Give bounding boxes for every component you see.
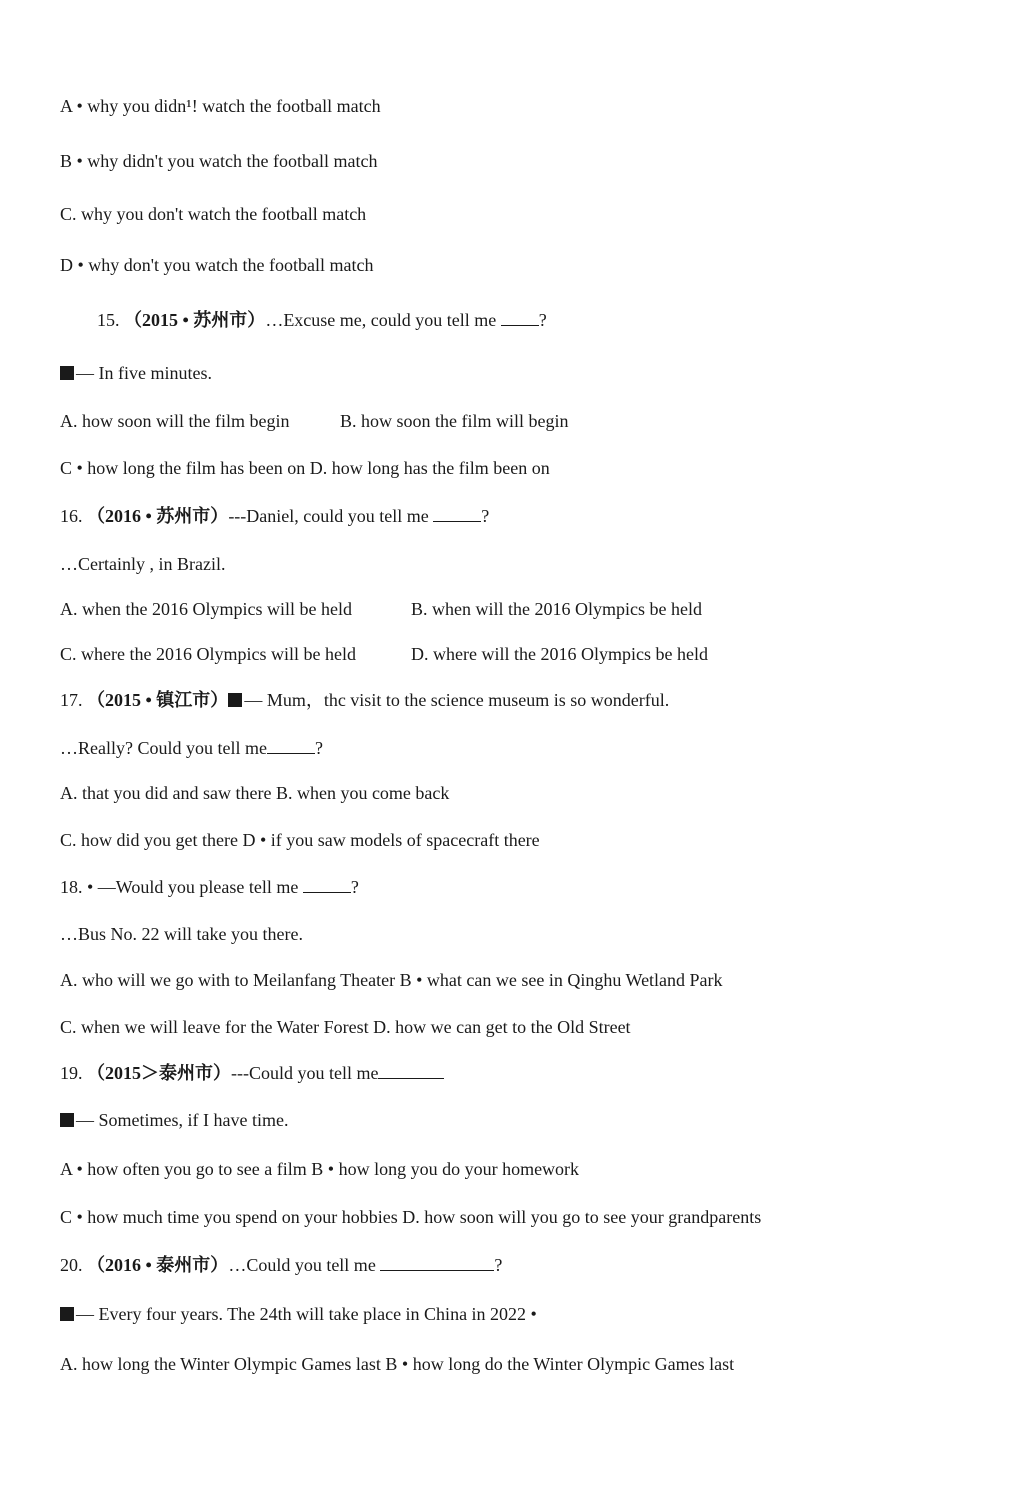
question-20-stem [60,1254,502,1276]
question-text: …Excuse me, could you tell me [265,310,497,330]
question-18-options-cd: C. when we will leave for the Water Forest D. how we can get to the Old Street [60,1017,631,1037]
question-15-option-b: B. how soon the film will begin [340,411,569,431]
square-marker-icon [60,1307,74,1321]
question-16-stem [60,505,489,527]
question-17-options-ab: A. that you did and saw there B. when you come back [60,783,450,803]
answer-blank [501,309,539,326]
question-text: ---Daniel, could you tell me [228,506,429,526]
question-15-options-cd: C • how long the film has been on D. how long has the film been on [60,458,550,478]
question-source: （2015 • 镇江市） [87,690,229,710]
answer-blank [267,737,315,754]
reply-end: ? [314,738,323,758]
question-number: 16. [60,506,83,526]
question-19-options-cd: C • how much time you spend on your hobbies D. how soon will you go to see your grandparents [60,1207,762,1227]
question-source: （2015 • 苏州市） [124,310,266,330]
question-17-options-cd: C. how did you get there D • if you saw models of spacecraft there [60,830,540,850]
question-text: — Mum，thc visit to the science museum is so wonderful. [244,690,670,710]
question-16-reply: …Certainly , in Brazil. [60,554,226,574]
question-source: （2015＞泰州市） [87,1063,231,1083]
question-text: • —Would you please tell me [87,877,299,897]
option-a: A • why you didn¹! watch the football match [60,96,381,116]
answer-blank [380,1254,494,1271]
question-number: 18. [60,877,83,897]
question-17-stem [60,689,669,711]
option-c: C. why you don't watch the football match [60,204,367,224]
option-b: B • why didn't you watch the football match [60,151,378,171]
question-source: （2016 • 苏州市） [87,506,229,526]
question-16-option-a: A. when the 2016 Olympics will be held [60,599,352,619]
question-text: ---Could you tell me [231,1063,379,1083]
reply-text: — Sometimes, if I have time. [76,1110,289,1130]
reply-text: …Really? Could you tell me [60,738,267,758]
question-20-options-ab: A. how long the Winter Olympic Games last B • how long do the Winter Olympic Games last [60,1354,735,1374]
answer-blank [378,1062,444,1079]
question-15-reply [60,362,212,384]
answer-blank [433,505,481,522]
question-source: （2016 • 泰州市） [87,1255,229,1275]
square-marker-icon [60,1113,74,1127]
question-15-stem [97,309,547,331]
question-end: ? [481,506,490,526]
question-number: 19. [60,1063,83,1083]
square-marker-icon [60,366,74,380]
question-17-reply [60,737,323,759]
question-19-stem [60,1062,444,1084]
question-18-reply: …Bus No. 22 will take you there. [60,924,303,944]
question-20-reply [60,1303,537,1325]
square-marker-icon [228,693,242,707]
question-number: 20. [60,1255,83,1275]
option-d: D • why don't you watch the football match [60,255,374,275]
question-text: …Could you tell me [228,1255,376,1275]
question-19-reply [60,1109,288,1131]
reply-text: — Every four years. The 24th will take place in China in 2022 • [76,1304,537,1324]
answer-blank [303,876,351,893]
question-number: 17. [60,690,83,710]
question-19-options-ab: A • how often you go to see a film B • how long you do your homework [60,1159,580,1179]
question-16-option-d: D. where will the 2016 Olympics be held [411,644,708,664]
question-16-option-c: C. where the 2016 Olympics will be held [60,644,356,664]
question-18-options-ab: A. who will we go with to Meilanfang Theater B • what can we see in Qinghu Wetland Park [60,970,723,990]
question-16-option-b: B. when will the 2016 Olympics be held [411,599,702,619]
question-18-stem [60,876,359,898]
question-number: 15. [97,310,120,330]
question-end: ? [538,310,547,330]
question-end: ? [350,877,359,897]
question-end: ? [494,1255,503,1275]
question-15-option-a: A. how soon will the film begin [60,411,290,431]
reply-text: — In five minutes. [76,363,212,383]
